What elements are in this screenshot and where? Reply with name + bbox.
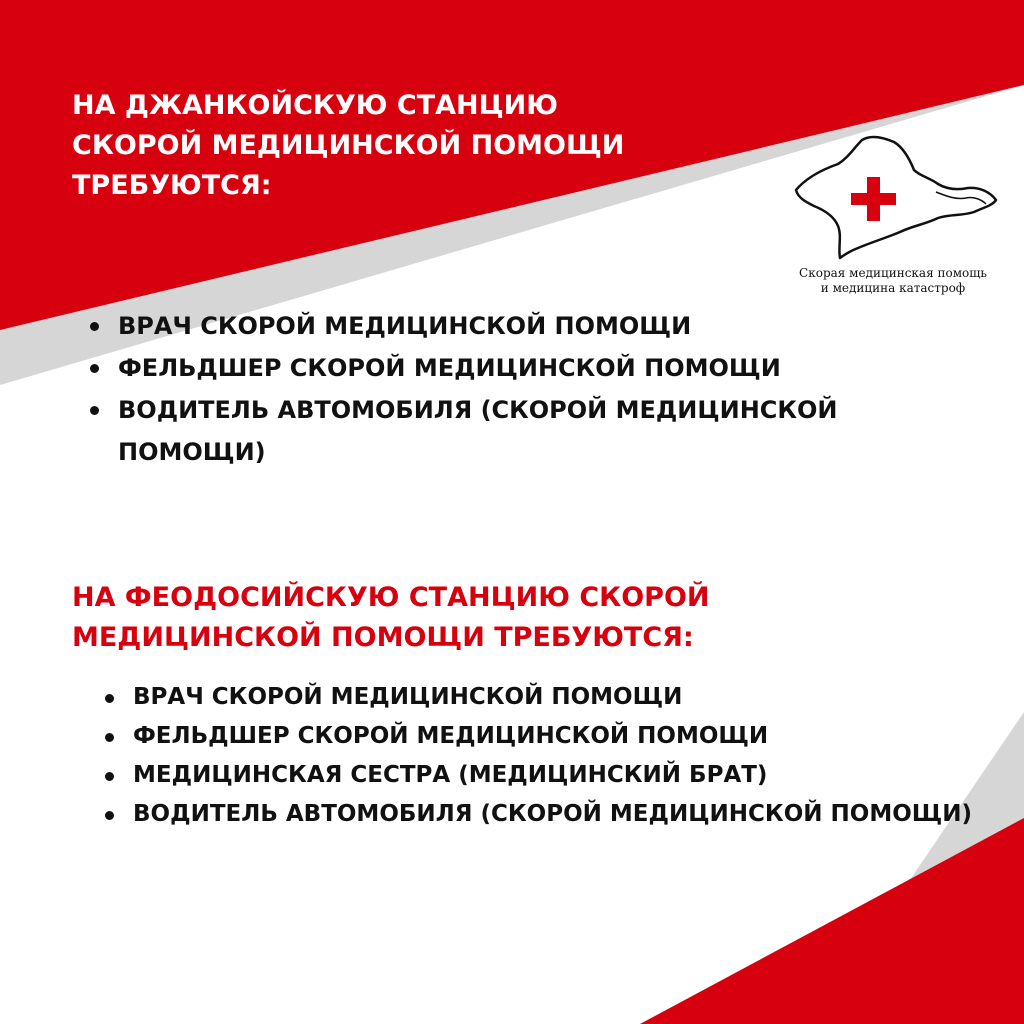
section-heading-dzhankoy: НА ДЖАНКОЙСКУЮ СТАНЦИЮ СКОРОЙ МЕДИЦИНСКОЙ ПОМОЩИ ТРЕБУЮТСЯ: [72,90,625,201]
list-item: ВОДИТЕЛЬ АВТОМОБИЛЯ (СКОРОЙ МЕДИЦИНСКОЙ ПОМОЩИ) [90,389,850,473]
bottom-red-banner [640,818,1024,1024]
list-item: ВОДИТЕЛЬ АВТОМОБИЛЯ (СКОРОЙ МЕДИЦИНСКОЙ ПОМОЩИ) [105,795,1005,834]
list-item: ФЕЛЬДШЕР СКОРОЙ МЕДИЦИНСКОЙ ПОМОЩИ [90,347,850,389]
dzhankoy-vacancy-list [90,305,850,473]
crimea-map-red-cross-icon [786,130,1000,265]
logo-caption [786,266,1000,296]
section-heading-feodosia: НА ФЕОДОСИЙСКУЮ СТАНЦИЮ СКОРОЙ МЕДИЦИНСКОЙ ПОМОЩИ ТРЕБУЮТСЯ: [72,582,710,653]
feodosia-vacancy-list [105,678,1005,834]
list-item: ВРАЧ СКОРОЙ МЕДИЦИНСКОЙ ПОМОЩИ [105,678,1005,717]
logo-caption-line2: и медицина катастроф [820,281,966,295]
list-item: ФЕЛЬДШЕР СКОРОЙ МЕДИЦИНСКОЙ ПОМОЩИ [105,717,1005,756]
red-cross-icon [851,177,896,221]
logo [786,130,1000,305]
list-item: МЕДИЦИНСКАЯ СЕСТРА (МЕДИЦИНСКИЙ БРАТ) [105,756,1005,795]
list-item: ВРАЧ СКОРОЙ МЕДИЦИНСКОЙ ПОМОЩИ [90,305,850,347]
logo-caption-line1: Скорая медицинская помощь [799,266,987,280]
crimea-map-coastline-detail [936,192,986,204]
